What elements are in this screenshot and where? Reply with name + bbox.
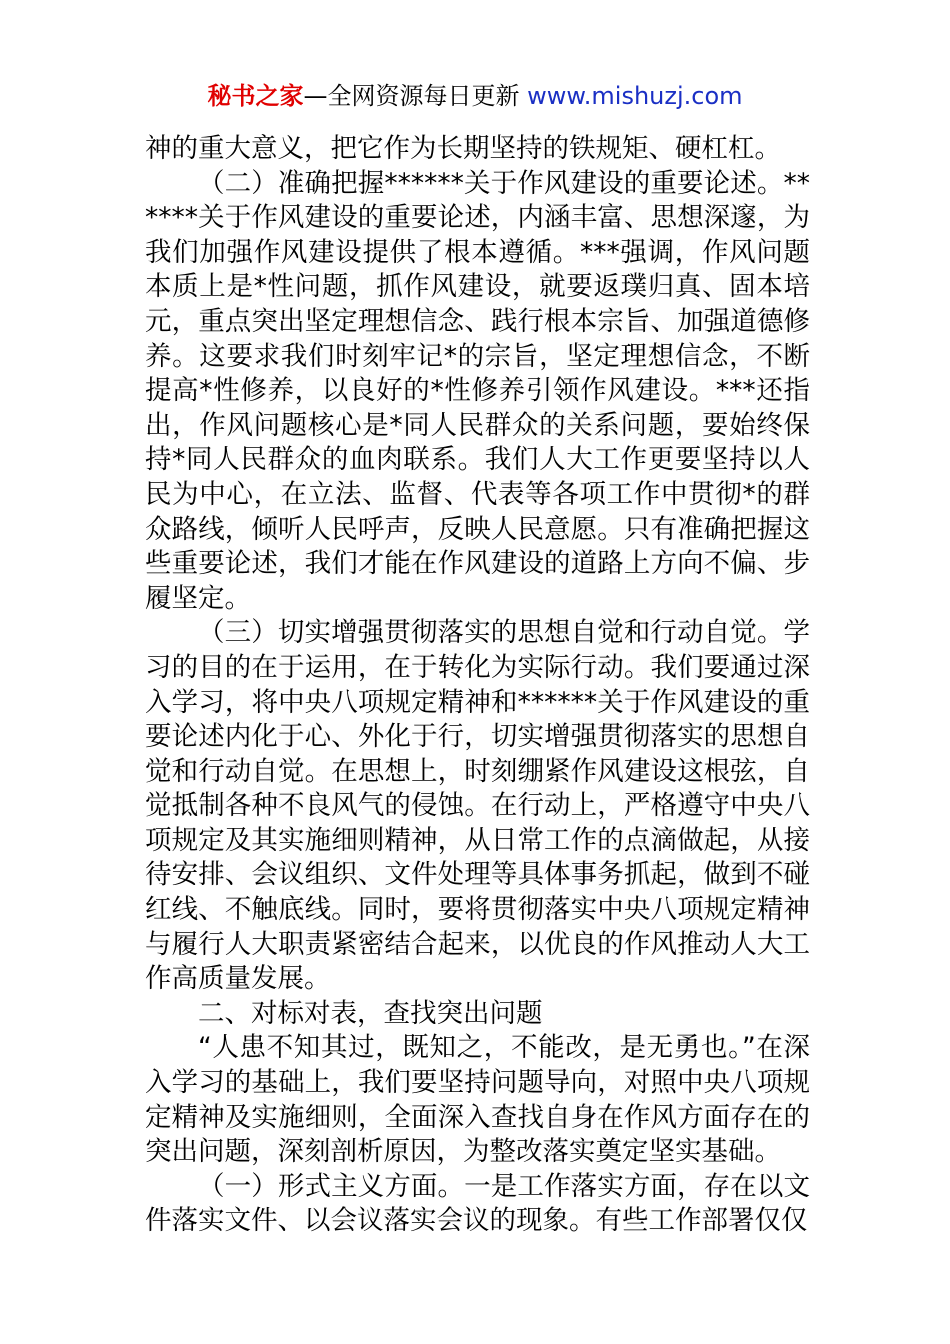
header-tagline: —全网资源每日更新 [303, 82, 528, 110]
paragraph-section-3: （三）切实增强贯彻落实的思想自觉和行动自觉。学习的目的在于运用，在于转化为实际行动。我们要通过深入学习，将中央八项规定精神和******关于作风建设的重要论述内化于心、外化于行，切实增强贯彻落实的思想自觉和行动自觉。在思想上，时刻绷紧作风建设这根弦，自觉抵制各种不良风气的侵蚀。在行动上，严格遵守中央八项规定及其实施细则精神，从日常工作的点滴做起，从接待安排、会议组织、文件处理等具体事务抓起，做到不碰红线、不触底线。同时，要将贯彻落实中央八项规定精神与履行人大职责紧密结合起来，以优良的作风推动人大工作高质量发展。 [145, 617, 810, 995]
paragraph-section-2: （二）准确把握******关于作风建设的重要论述。******关于作风建设的重要论述，内涵丰富、思想深邃，为我们加强作风建设提供了根本遵循。***强调，作风问题本质上是*性问题，抓作风建设，就要返璞归真、固本培元，重点突出坚定理想信念、践行根本宗旨、加强道德修养。这要求我们时刻牢记*的宗旨，坚定理想信念，不断提高*性修养，以良好的*性修养引领作风建设。***还指出，作风问题核心是*同人民群众的关系问题，要始终保持*同人民群众的血肉联系。我们人大工作更要坚持以人民为中心，在立法、监督、代表等各项工作中贯彻*的群众路线，倾听人民呼声，反映人民意愿。只有准确把握这些重要论述，我们才能在作风建设的道路上方向不偏、步履坚定。 [145, 167, 810, 614]
paragraph-quote: “人患不知其过，既知之，不能改，是无勇也。”在深入学习的基础上，我们要坚持问题导向，对照中央八项规定精神及实施细则，全面深入查找自身在作风方面存在的突出问题，深刻剖析原因，为整改落实奠定坚实基础。 [145, 1032, 810, 1168]
section-heading: 二、对标对表，查找突出问题 [198, 997, 543, 1029]
paragraph-continuation: 神的重大意义，把它作为长期坚持的铁规矩、硬杠杠。 [145, 133, 781, 164]
brand-name: 秘书之家 [207, 82, 304, 110]
site-url-link[interactable]: www.mishuzj.com [527, 82, 743, 110]
paragraph-formalism: （一）形式主义方面。一是工作落实方面，存在以文件落实文件、以会议落实会议的现象。有些工作部署仅仅 [145, 1170, 810, 1237]
document-body [145, 132, 810, 1239]
site-header [0, 78, 950, 114]
